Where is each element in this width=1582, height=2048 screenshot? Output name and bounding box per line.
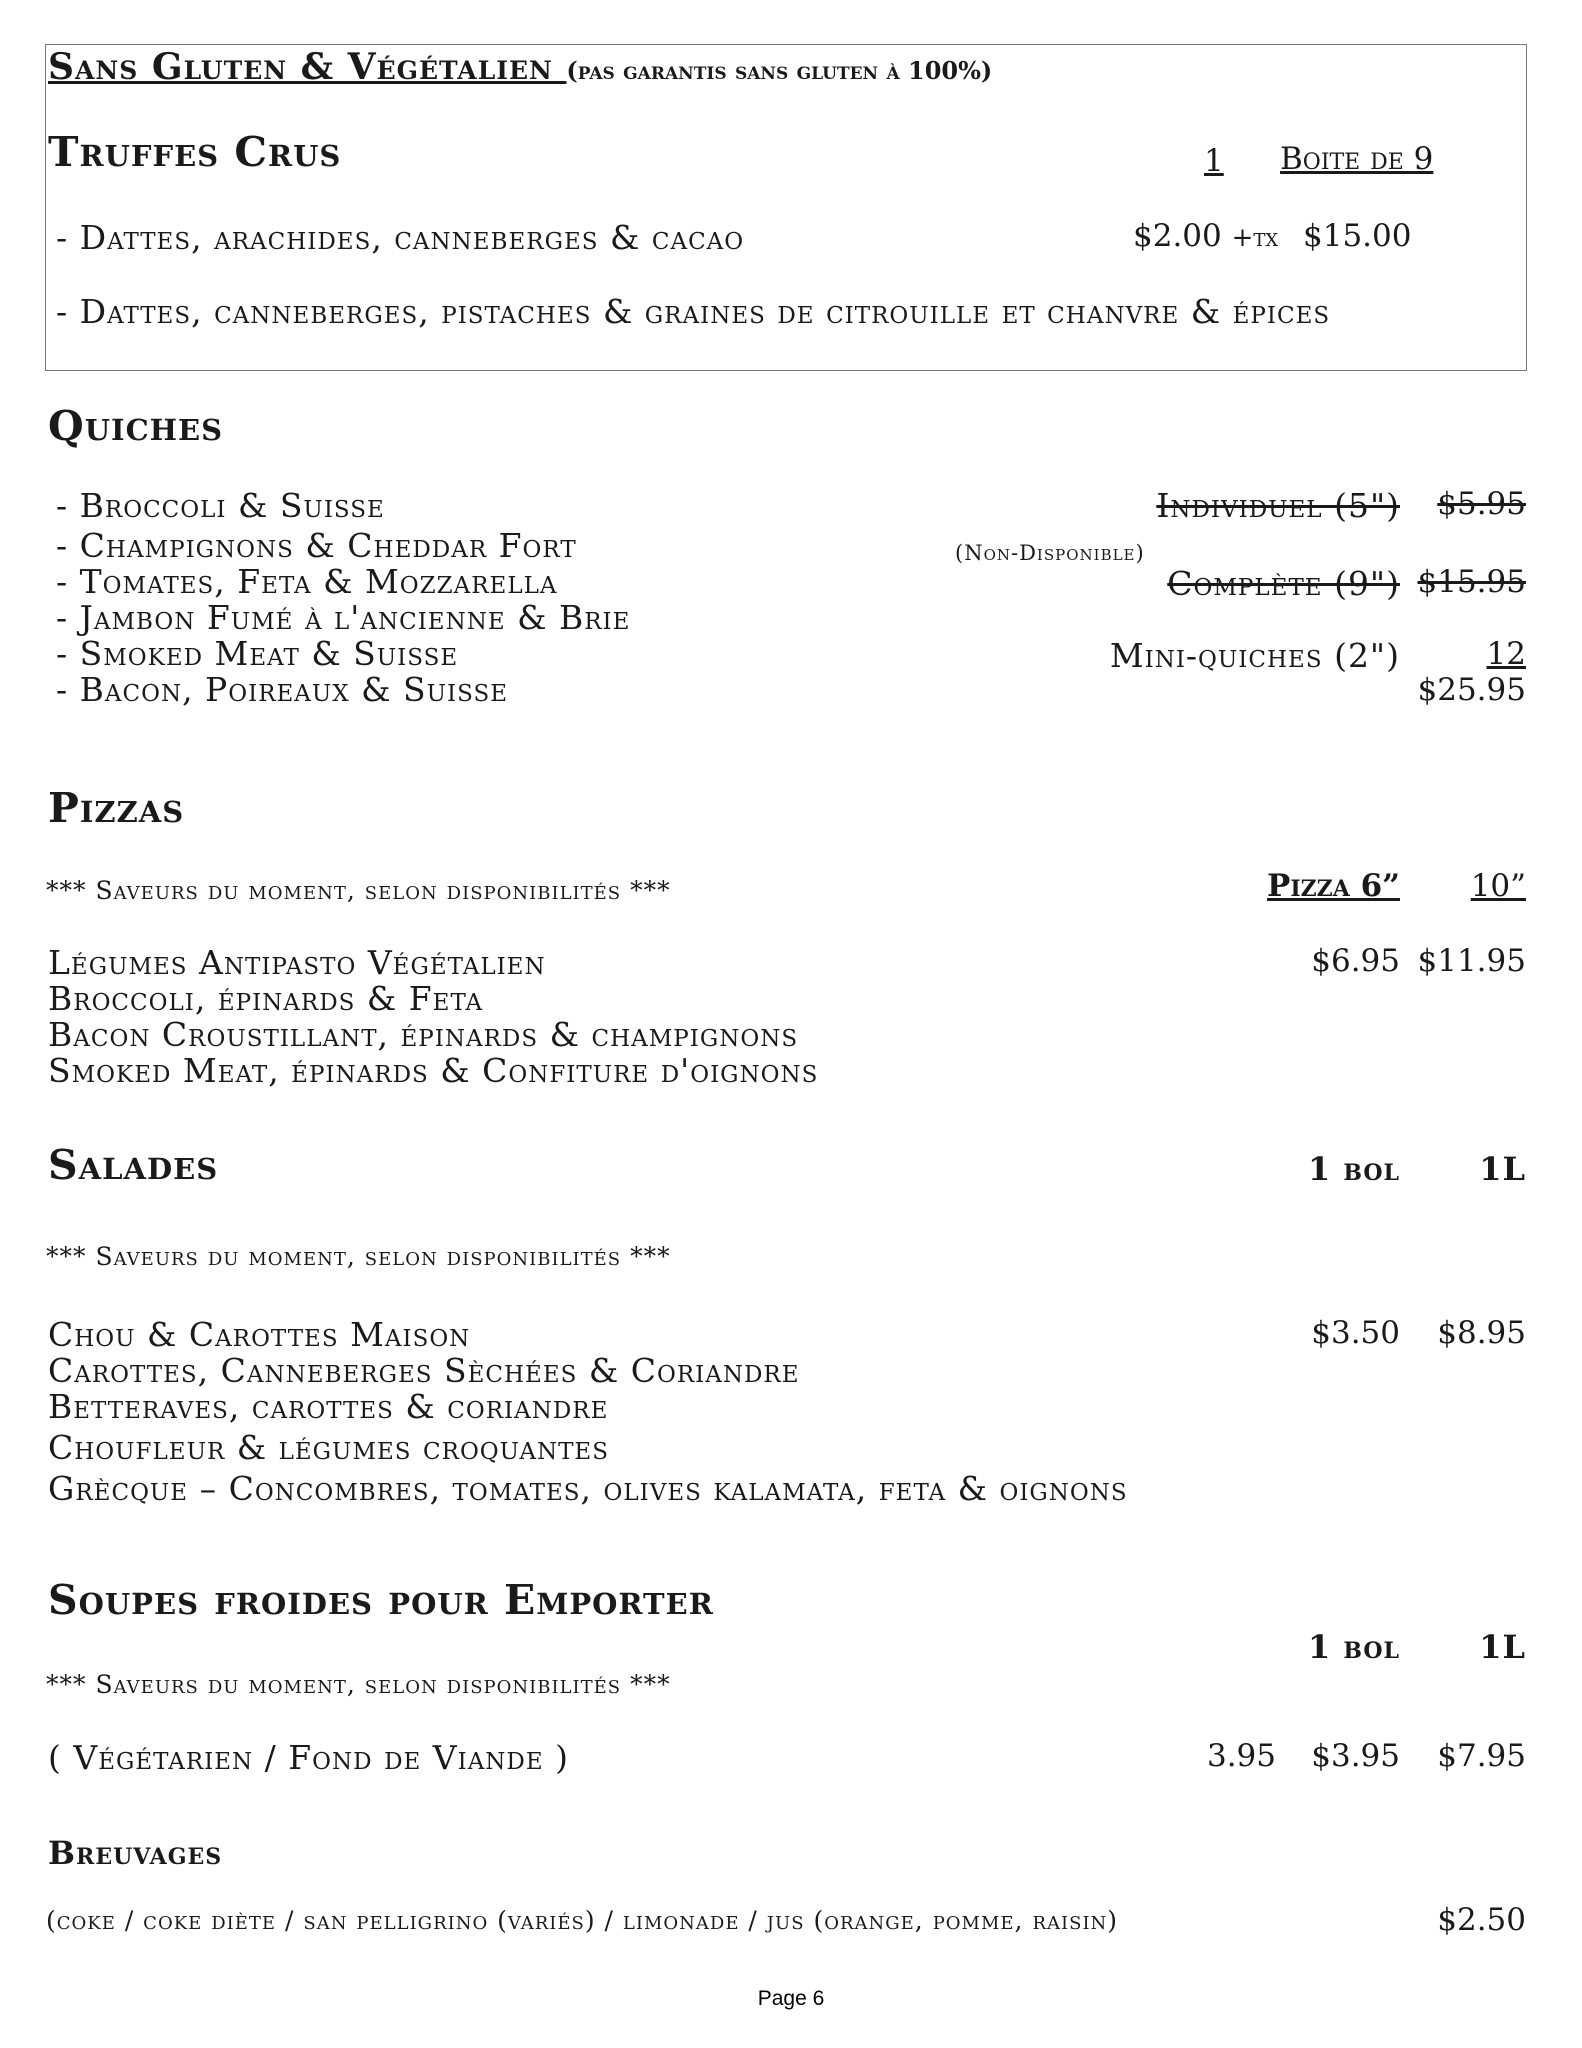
truffes-col-single: 1 — [1204, 143, 1224, 179]
truffes-heading: Truffes Crus — [48, 128, 342, 176]
salade-item-2: Carottes, Canneberges Sèchées & Coriandre — [48, 1351, 800, 1390]
pizza-item-2: Broccoli, épinards & Feta — [48, 979, 484, 1018]
quiche-complete-label: Complète (9") — [1167, 564, 1400, 603]
pizza-col-large: 10” — [1470, 868, 1526, 904]
gluten-free-note: (pas garantis sans gluten à 100%) — [566, 56, 993, 85]
truffes-tax-label: +tx — [1231, 223, 1279, 253]
page-number: Page 6 — [757, 1987, 825, 2010]
quiche-mini-label: Mini-quiches (2") — [1109, 636, 1400, 675]
salade-price-bowl: $3.50 — [1311, 1315, 1400, 1351]
breuvages-price: $2.50 — [1437, 1902, 1526, 1938]
salades-col-bowl: 1 bol — [1307, 1150, 1400, 1188]
quiche-item-3: - Tomates, Feta & Mozzarella — [56, 562, 558, 601]
gluten-free-title-line — [48, 46, 992, 88]
breuvages-heading: Breuvages — [48, 1834, 223, 1872]
soupe-price-liter: $7.95 — [1437, 1738, 1526, 1774]
salade-item-1: Chou & Carottes Maison — [48, 1315, 471, 1354]
quiche-complete-price: $15.95 — [1417, 564, 1526, 600]
quiche-item-2: - Champignons & Cheddar Fort — [56, 526, 577, 565]
truffes-price-single — [1133, 218, 1278, 254]
quiche-individual-price: $5.95 — [1437, 486, 1526, 522]
salades-col-liter: 1L — [1479, 1150, 1526, 1188]
quiches-heading: Quiches — [48, 402, 224, 450]
soupes-note: *** Saveurs du moment, selon disponibilités *** — [46, 1670, 671, 1699]
salades-heading: Salades — [48, 1141, 219, 1189]
truffes-item-1: - Dattes, arachides, canneberges & cacao — [56, 218, 745, 257]
salade-item-3: Betteraves, carottes & coriandre — [48, 1387, 609, 1426]
truffes-price-box: $15.00 — [1303, 218, 1412, 254]
salade-item-4: Choufleur & légumes croquantes — [48, 1428, 609, 1467]
soupes-col-bowl: 1 bol — [1307, 1628, 1400, 1666]
pizza-price-large: $11.95 — [1417, 943, 1526, 979]
quiche-unavailable-note: (Non-Disponible) — [955, 541, 1145, 565]
truffes-item-2: - Dattes, canneberges, pistaches & graines de citrouille et chanvre & épices — [56, 292, 1331, 331]
truffes-price-single-value: $2.00 — [1133, 218, 1222, 254]
quiche-item-5: - Smoked Meat & Suisse — [56, 634, 459, 673]
quiche-item-1: - Broccoli & Suisse — [56, 486, 385, 525]
soupe-price-extra: 3.95 — [1206, 1738, 1276, 1774]
pizzas-note: *** Saveurs du moment, selon disponibilités *** — [46, 876, 671, 905]
salade-price-liter: $8.95 — [1437, 1315, 1526, 1351]
soupes-col-liter: 1L — [1479, 1628, 1526, 1666]
pizzas-heading: Pizzas — [48, 784, 185, 832]
soupe-item: ( Végétarien / Fond de Viande ) — [48, 1738, 570, 1777]
pizza-price-small: $6.95 — [1311, 943, 1400, 979]
quiche-individual-label: Individuel (5") — [1156, 486, 1400, 525]
quiche-mini-count: 12 — [1486, 636, 1526, 672]
breuvages-item: (coke / coke diète / san pelligrino (variés) / limonade / jus (orange, pomme, raisin) — [46, 1906, 1119, 1935]
salades-note: *** Saveurs du moment, selon disponibilités *** — [46, 1242, 671, 1271]
salade-item-5: Grècque – Concombres, tomates, olives kalamata, feta & oignons — [48, 1469, 1128, 1508]
quiche-item-6: - Bacon, Poireaux & Suisse — [56, 670, 509, 709]
truffes-col-box: Boite de 9 — [1280, 141, 1434, 177]
pizza-item-1: Légumes Antipasto Végétalien — [48, 943, 546, 982]
gluten-free-title: Sans Gluten & Végétalien — [48, 46, 567, 88]
pizza-item-3: Bacon Croustillant, épinards & champignons — [48, 1015, 799, 1054]
soupe-price-bowl: $3.95 — [1311, 1738, 1400, 1774]
pizza-col-small: Pizza 6” — [1267, 868, 1400, 904]
soupes-heading: Soupes froides pour Emporter — [48, 1576, 714, 1624]
quiche-mini-price: $25.95 — [1417, 672, 1526, 708]
pizza-item-4: Smoked Meat, épinards & Confiture d'oignons — [48, 1051, 819, 1090]
quiche-item-4: - Jambon Fumé à l'ancienne & Brie — [56, 598, 631, 637]
